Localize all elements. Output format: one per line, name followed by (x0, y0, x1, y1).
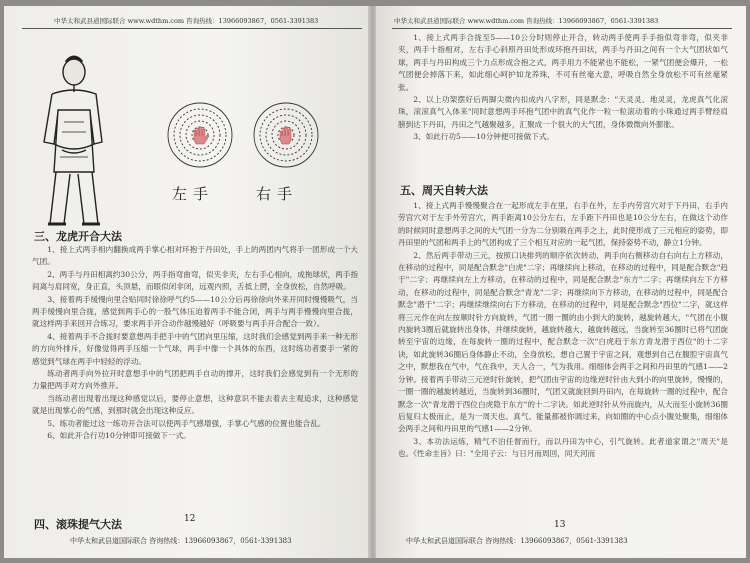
paragraph: 2、然后两手带动三元，按照口诀排列的顺序依次转动，两手向右侧移动自右向右上方移动，在移动的过程中，同是配合默念"白虎"二字；再继续向上移动，在移动的过程中，同是配合默念"趋于"二字；再继续向左上方移动，在移动的过程中，同是配合默念"东方"二字；再继续向左下方移动，在移动的过程中，同是配合默念"青龙"二字；再继续向下方移动，在移动的过程中，同是配合默念"潜于"二字；再继续继续向右下方移动，在移动的过程中，同是配合默念"西位"二字，就这样将三元作在向左按顺时针方向旋转，气团一圈一圈的由小到大的旋转，越旋转越大，"气团在小腹内旋转3圈后就旋转出身体，并继续旋转，越旋转越大、越旋转越远，当旋转至36圈时已将气团旋转至宇宙的边缘，在每旋转一圈的过程中，配合默念一次"白虎趋于东方青龙潜于西位"的十二字诀，如此旋转36圈后身体静止不动，全身放松，想自己置于宇宙之间，观想到自己在腹腔宇宙真气之中，默想我在气中，气在我中，天人合一，气为我用。细细体会两手之间和丹田里的气感1——2分钟。接着两手带动三元逆时针旋转，把气团由宇宙的边缘逆时针由大到小的向里旋转，慢慢的，一圈一圈的越旋转越近，当旋转到36圈时，气团又就旋回到丹田内，在每旋转一圈的过程中，配合默念一次"青龙潜于西位白虎隐于东方"的十二字诀。如此逆时针从外而旋内，从大而至小旋转36圈后复归太极而止，是为一周天也。真气、能量都被你调过来，向如圈的中心点小腹处聚集，细细体会两手之间和丹田里的气感1——2分钟。 (398, 250, 728, 434)
left-header-rule (22, 28, 362, 29)
left-palm-icon (194, 127, 209, 144)
paragraph: 6、如此开合行功10分钟即可接做下一式。 (47, 431, 191, 441)
paragraph: 3、如此行功5——10分钟便可接做下式。 (413, 132, 555, 142)
paragraph: 3、接着两手缓慢向里合贴同时徐徐呼气约5——10公分后再徐徐向外来开同时慢慢吸气，当两手缓慢向里合拢，感觉到两手心的一股气体压迫着两手不能合闭，两手与两手慢慢向里合拢，就这样两手来回开合练习，要求两手开合动作越慢越好（呼吸要与两手开合配合一致）。 (32, 294, 358, 329)
right-palm-icon (280, 127, 291, 144)
paragraph: 当练动者出现着出现这种感觉以后，要停止意想，这种意识不能去着去主观追求，这种感觉就是出现掌心的气感，到那时就会出现这种反应。 (32, 393, 358, 416)
paragraph: 4、接着两手不合拢时要意想两手把手中的气团向里压缩，这时我们会感觉到两手来一种无形的方向外排斥，好像觉得两手压缩一个气球，两手中像一个具体的东西，这时练功者要手一紧的感觉到气球在两手中轻轻的浮动。 (32, 331, 358, 366)
paragraph: 1、接上式两手相内翻换成两手掌心相对环抱于丹田处，手上的两团内气将手一团形成一个大气团。 (32, 245, 358, 267)
left-hand-caption: 左手 (172, 185, 215, 203)
paragraph: 练动者两手向外拉开时意想手中的气团把两手自动的撑开，这时我们会感觉到有一个无形的力量把两手对方向外推开。 (32, 369, 358, 391)
right-header-rule (392, 28, 732, 29)
section-heading-5: 五、周天自转大法 (400, 184, 488, 197)
left-page-body (32, 244, 358, 510)
left-page (4, 6, 372, 558)
page-number-left: 12 (184, 514, 196, 524)
left-page-footer: 中华太和武县道国际联合 咨询热线：13966093867，0561-3391383 (70, 537, 292, 545)
right-page-intro (398, 32, 728, 174)
section-heading-3: 三、龙虎开合大法 (34, 230, 122, 243)
right-page (376, 6, 746, 558)
paragraph: 2、两手与丹田相离约30公分，两手指弯曲弯，似夹非夹，左右手心相向，成拖球状，两手指间离与肩同宽，身正直，头顶悬，而眼似闭非闭，远观内照，舌抵上腭，全身放松，自然呼吸。 (32, 269, 358, 292)
left-page-header: 中华太和武县道国际联合 www.wdthm.com 咨询热线：13966093867，0561-3391383 (54, 17, 319, 25)
paragraph: 1、接上式两手合拢至5——10公分时则停止开合，转动两手使两手手指似弯非弯，似夹非夹，两手十指相对，左右手心斜照丹田处形成环抱丹田状，两手与丹田之间有一个大气团状如气球，两手与丹田构成三个力点形成合抱之式，两手用力不能紧也不能松，一紧气团便会爆开，一松气团便会掉落下来，如此细心呵护如龙养珠，不可有丝毫大意，呼吸自然全身放松不可有丝毫紧张。 (398, 33, 728, 92)
paragraph: 2、以上功架摆好后两脚尖微内扣成内八字形，同是默念："天灵灵、地灵灵，龙虎真气化滚珠，滚滚真气入体来"同时意想两手环抱气团中的真气化作一粒一粒滚动着的小珠通过两手臂经肩膀到达下丹田，丹田之气越聚越多，汇聚成一个很大的大气团，身体微微向外膨胀。 (398, 95, 728, 129)
paragraph: 5、练功者能过这一练功开合法可以使两手气感增强，手掌心气感的位置也能合乱。 (47, 418, 326, 428)
right-page-body (398, 200, 728, 516)
right-hand-caption: 右手 (256, 185, 299, 203)
page-number-right: 13 (554, 520, 566, 530)
paragraph: 3、本功法运炼，精气不泊任督而行，而以丹田为中心，引气旋转。此者道家谓之"周天"是也。《性命圭旨》曰："全用子云：与日月而周回，同天河而 (398, 436, 728, 459)
right-page-footer: 中华太和武县道国际联合 咨询热线：13966093867，0561-3391383 (406, 537, 628, 545)
standing-man-illustration (44, 57, 102, 224)
right-page-header: 中华太和武县道国际联合 www.wdthm.com 咨询热线：13966093867，0561-3391383 (394, 17, 659, 25)
paragraph: 1、接上式两手慢慢聚合在一起形成左手在里，右手在外，左手内劳宫穴对于下丹田，右手内劳宫穴对于左手外劳宫穴，两手距离10公分左右，左手距下丹田也是10公分左右，在做这个动作的时候同时意想两手之间的大气团一分为二分别吸在两手之上，此时使形成了三元相应的姿势，即丹田里的气团和两手上的气团构成了三个相互对应的一起气团，保持姿势不动，静立1分钟。 (398, 201, 728, 248)
section-heading-4: 四、滚珠提气大法 (34, 518, 122, 531)
